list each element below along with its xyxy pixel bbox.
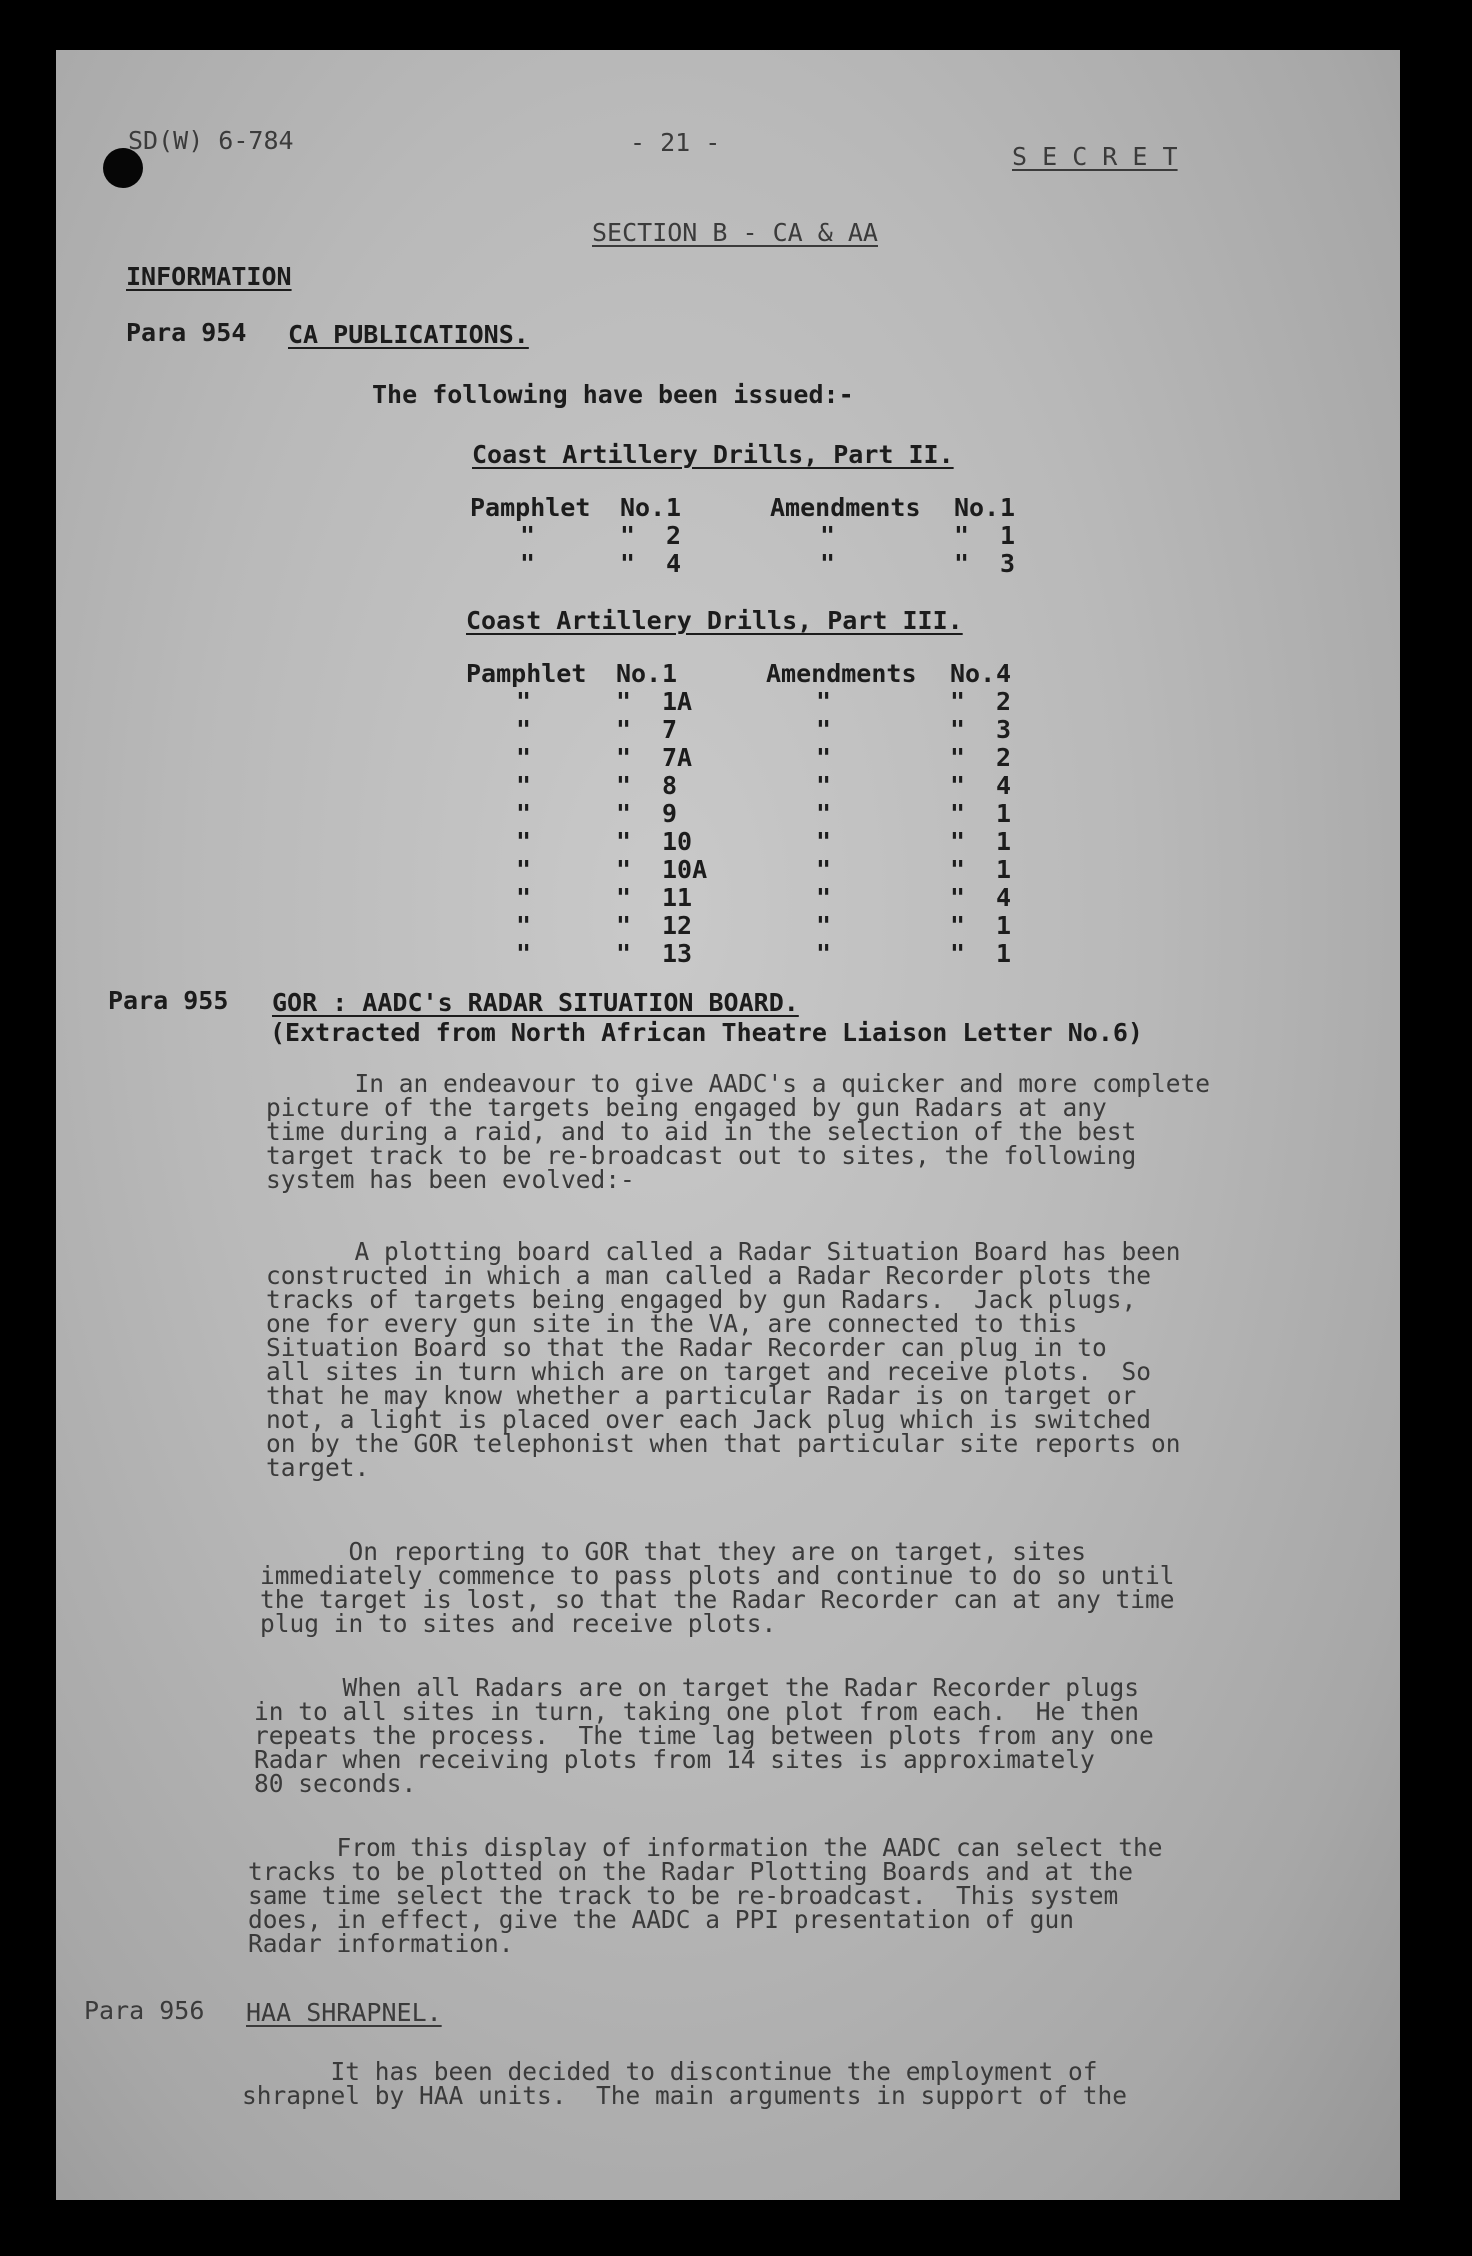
para-955-paragraph-5: From this display of information the AADC can select the tracks to be plotted on the Radar Plotting Boards and at the same time select the track to be re-broadcast. This system does, in effect, give the AADC a PPI presentation of gun Radar information.	[248, 1833, 1163, 1958]
document-reference: SD(W) 6-784	[128, 126, 294, 155]
amendment-number: 1	[1000, 521, 1016, 550]
pamphlet-number: 11	[662, 883, 693, 912]
pamphlet-label: "	[516, 771, 532, 800]
para-955-number: Para 955	[108, 986, 229, 1015]
pamphlet-no-label: No.	[616, 659, 662, 688]
pamphlet-label: "	[516, 855, 532, 884]
pamphlet-number: 12	[662, 911, 693, 940]
amendment-no-label: "	[950, 687, 966, 716]
pamphlet-label: "	[516, 911, 532, 940]
pamphlet-no-label: "	[616, 771, 632, 800]
amendment-number: 1	[996, 827, 1012, 856]
para-956-title: HAA SHRAPNEL.	[246, 1998, 442, 2027]
amendment-number: 3	[1000, 549, 1016, 578]
pamphlet-number: 1	[666, 493, 682, 522]
pamphlet-number: 10A	[662, 855, 708, 884]
pamphlet-number: 13	[662, 939, 693, 968]
amendment-no-label: "	[950, 939, 966, 968]
amendments-label: "	[816, 855, 832, 884]
amendments-label: "	[816, 743, 832, 772]
part-2-pamphlet-table	[470, 494, 1030, 584]
pamphlet-no-label: "	[616, 687, 632, 716]
amendment-no-label: "	[950, 799, 966, 828]
subsection-label: INFORMATION	[126, 262, 292, 291]
amendments-label: "	[816, 771, 832, 800]
amendments-label: "	[816, 911, 832, 940]
pamphlet-no-label: "	[620, 549, 636, 578]
pamphlet-no-label: "	[616, 799, 632, 828]
pamphlet-number: 7	[662, 715, 678, 744]
pamphlet-label: Pamphlet	[470, 493, 591, 522]
amendment-number: 4	[996, 883, 1012, 912]
pamphlet-label: "	[516, 939, 532, 968]
pamphlet-number: 1A	[662, 687, 693, 716]
amendment-number: 3	[996, 715, 1012, 744]
section-title: SECTION B - CA & AA	[592, 218, 878, 247]
pamphlet-number: 2	[666, 521, 682, 550]
pamphlet-label: Pamphlet	[466, 659, 587, 688]
pamphlet-no-label: No.	[620, 493, 666, 522]
pamphlet-label: "	[516, 799, 532, 828]
page-number: - 21 -	[630, 128, 721, 157]
pamphlet-number: 1	[662, 659, 678, 688]
pamphlet-no-label: "	[616, 855, 632, 884]
pamphlet-no-label: "	[616, 827, 632, 856]
pamphlet-label: "	[516, 743, 532, 772]
pamphlet-no-label: "	[616, 883, 632, 912]
pamphlet-label: "	[520, 549, 536, 578]
amendments-label: "	[816, 687, 832, 716]
pamphlet-number: 4	[666, 549, 682, 578]
amendments-label: Amendments	[770, 493, 921, 522]
para-955-title: GOR : AADC's RADAR SITUATION BOARD.	[272, 988, 799, 1017]
para-954-intro: The following have been issued:-	[372, 380, 854, 409]
para-956-text: It has been decided to discontinue the employment of shrapnel by HAA units. The main arguments in support of the	[242, 2057, 1128, 2110]
pamphlet-number: 8	[662, 771, 678, 800]
amendments-label: "	[816, 939, 832, 968]
amendment-no-label: "	[954, 521, 970, 550]
amendment-number: 1	[996, 939, 1012, 968]
amendment-number: 1	[996, 855, 1012, 884]
pamphlet-label: "	[516, 715, 532, 744]
para-955-source: (Extracted from North African Theatre Liaison Letter No.6)	[270, 1018, 1143, 1047]
amendment-no-label: "	[950, 771, 966, 800]
amendments-label: "	[820, 521, 836, 550]
para-954-title: CA PUBLICATIONS.	[288, 320, 529, 349]
amendments-label: "	[816, 799, 832, 828]
amendment-no-label: "	[950, 743, 966, 772]
para-956-number: Para 956	[84, 1996, 205, 2025]
amendments-label: "	[820, 549, 836, 578]
para-954-number: Para 954	[126, 318, 247, 347]
amendment-no-label: "	[950, 827, 966, 856]
amendment-number: 4	[996, 771, 1012, 800]
pamphlet-no-label: "	[620, 521, 636, 550]
pamphlet-number: 10	[662, 827, 693, 856]
amendment-number: 1	[996, 911, 1012, 940]
amendment-number: 2	[996, 687, 1012, 716]
amendment-no-label: "	[950, 883, 966, 912]
amendments-label: Amendments	[766, 659, 917, 688]
amendment-number: 2	[996, 743, 1012, 772]
pamphlet-label: "	[520, 521, 536, 550]
pamphlet-label: "	[516, 883, 532, 912]
amendment-no-label: No.	[950, 659, 996, 688]
para-955-paragraph-2: A plotting board called a Radar Situation Board has been constructed in which a man called a Radar Recorder plots the tracks of targets being engaged by gun Radars. Jack plugs, one for every gun site in the VA, are connected to this Situation Board so that the Radar Recorder can plug in to all sites in turn which are on target and receive plots. So that he may know whether a particular Radar is on target or not, a light is placed over each Jack plug which is switched on by the GOR telephonist when that particular site reports on target.	[266, 1237, 1181, 1482]
classification-marking: S E C R E T	[1012, 142, 1178, 171]
part-3-title: Coast Artillery Drills, Part III.	[466, 606, 963, 635]
pamphlet-number: 9	[662, 799, 678, 828]
amendment-number: 1	[1000, 493, 1016, 522]
pamphlet-label: "	[516, 827, 532, 856]
para-955-paragraph-4: When all Radars are on target the Radar Recorder plugs in to all sites in turn, taking one plot from each. He then repeats the process. The time lag between plots from any one Radar when receiving plots from 14 sites is approximately 80 seconds.	[254, 1673, 1154, 1798]
amendment-no-label: "	[954, 549, 970, 578]
amendment-no-label: No.	[954, 493, 1000, 522]
pamphlet-label: "	[516, 687, 532, 716]
pamphlet-no-label: "	[616, 743, 632, 772]
part-3-pamphlet-table	[466, 660, 1026, 970]
amendment-number: 4	[996, 659, 1012, 688]
amendments-label: "	[816, 883, 832, 912]
amendment-no-label: "	[950, 855, 966, 884]
para-955-paragraph-1: In an endeavour to give AADC's a quicker and more complete picture of the targets being engaged by gun Radars at any time during a raid, and to aid in the selection of the best target track to be re-broadcast out to sites, the following system has been evolved:-	[266, 1069, 1211, 1194]
amendments-label: "	[816, 715, 832, 744]
pamphlet-number: 7A	[662, 743, 693, 772]
amendment-number: 1	[996, 799, 1012, 828]
amendment-no-label: "	[950, 715, 966, 744]
amendments-label: "	[816, 827, 832, 856]
part-2-title: Coast Artillery Drills, Part II.	[472, 440, 954, 469]
pamphlet-no-label: "	[616, 911, 632, 940]
amendment-no-label: "	[950, 911, 966, 940]
pamphlet-no-label: "	[616, 715, 632, 744]
para-955-paragraph-3: On reporting to GOR that they are on target, sites immediately commence to pass plots and continue to do so until the target is lost, so that the Radar Recorder can at any time plug in to sites and receive plots.	[260, 1537, 1175, 1638]
pamphlet-no-label: "	[616, 939, 632, 968]
